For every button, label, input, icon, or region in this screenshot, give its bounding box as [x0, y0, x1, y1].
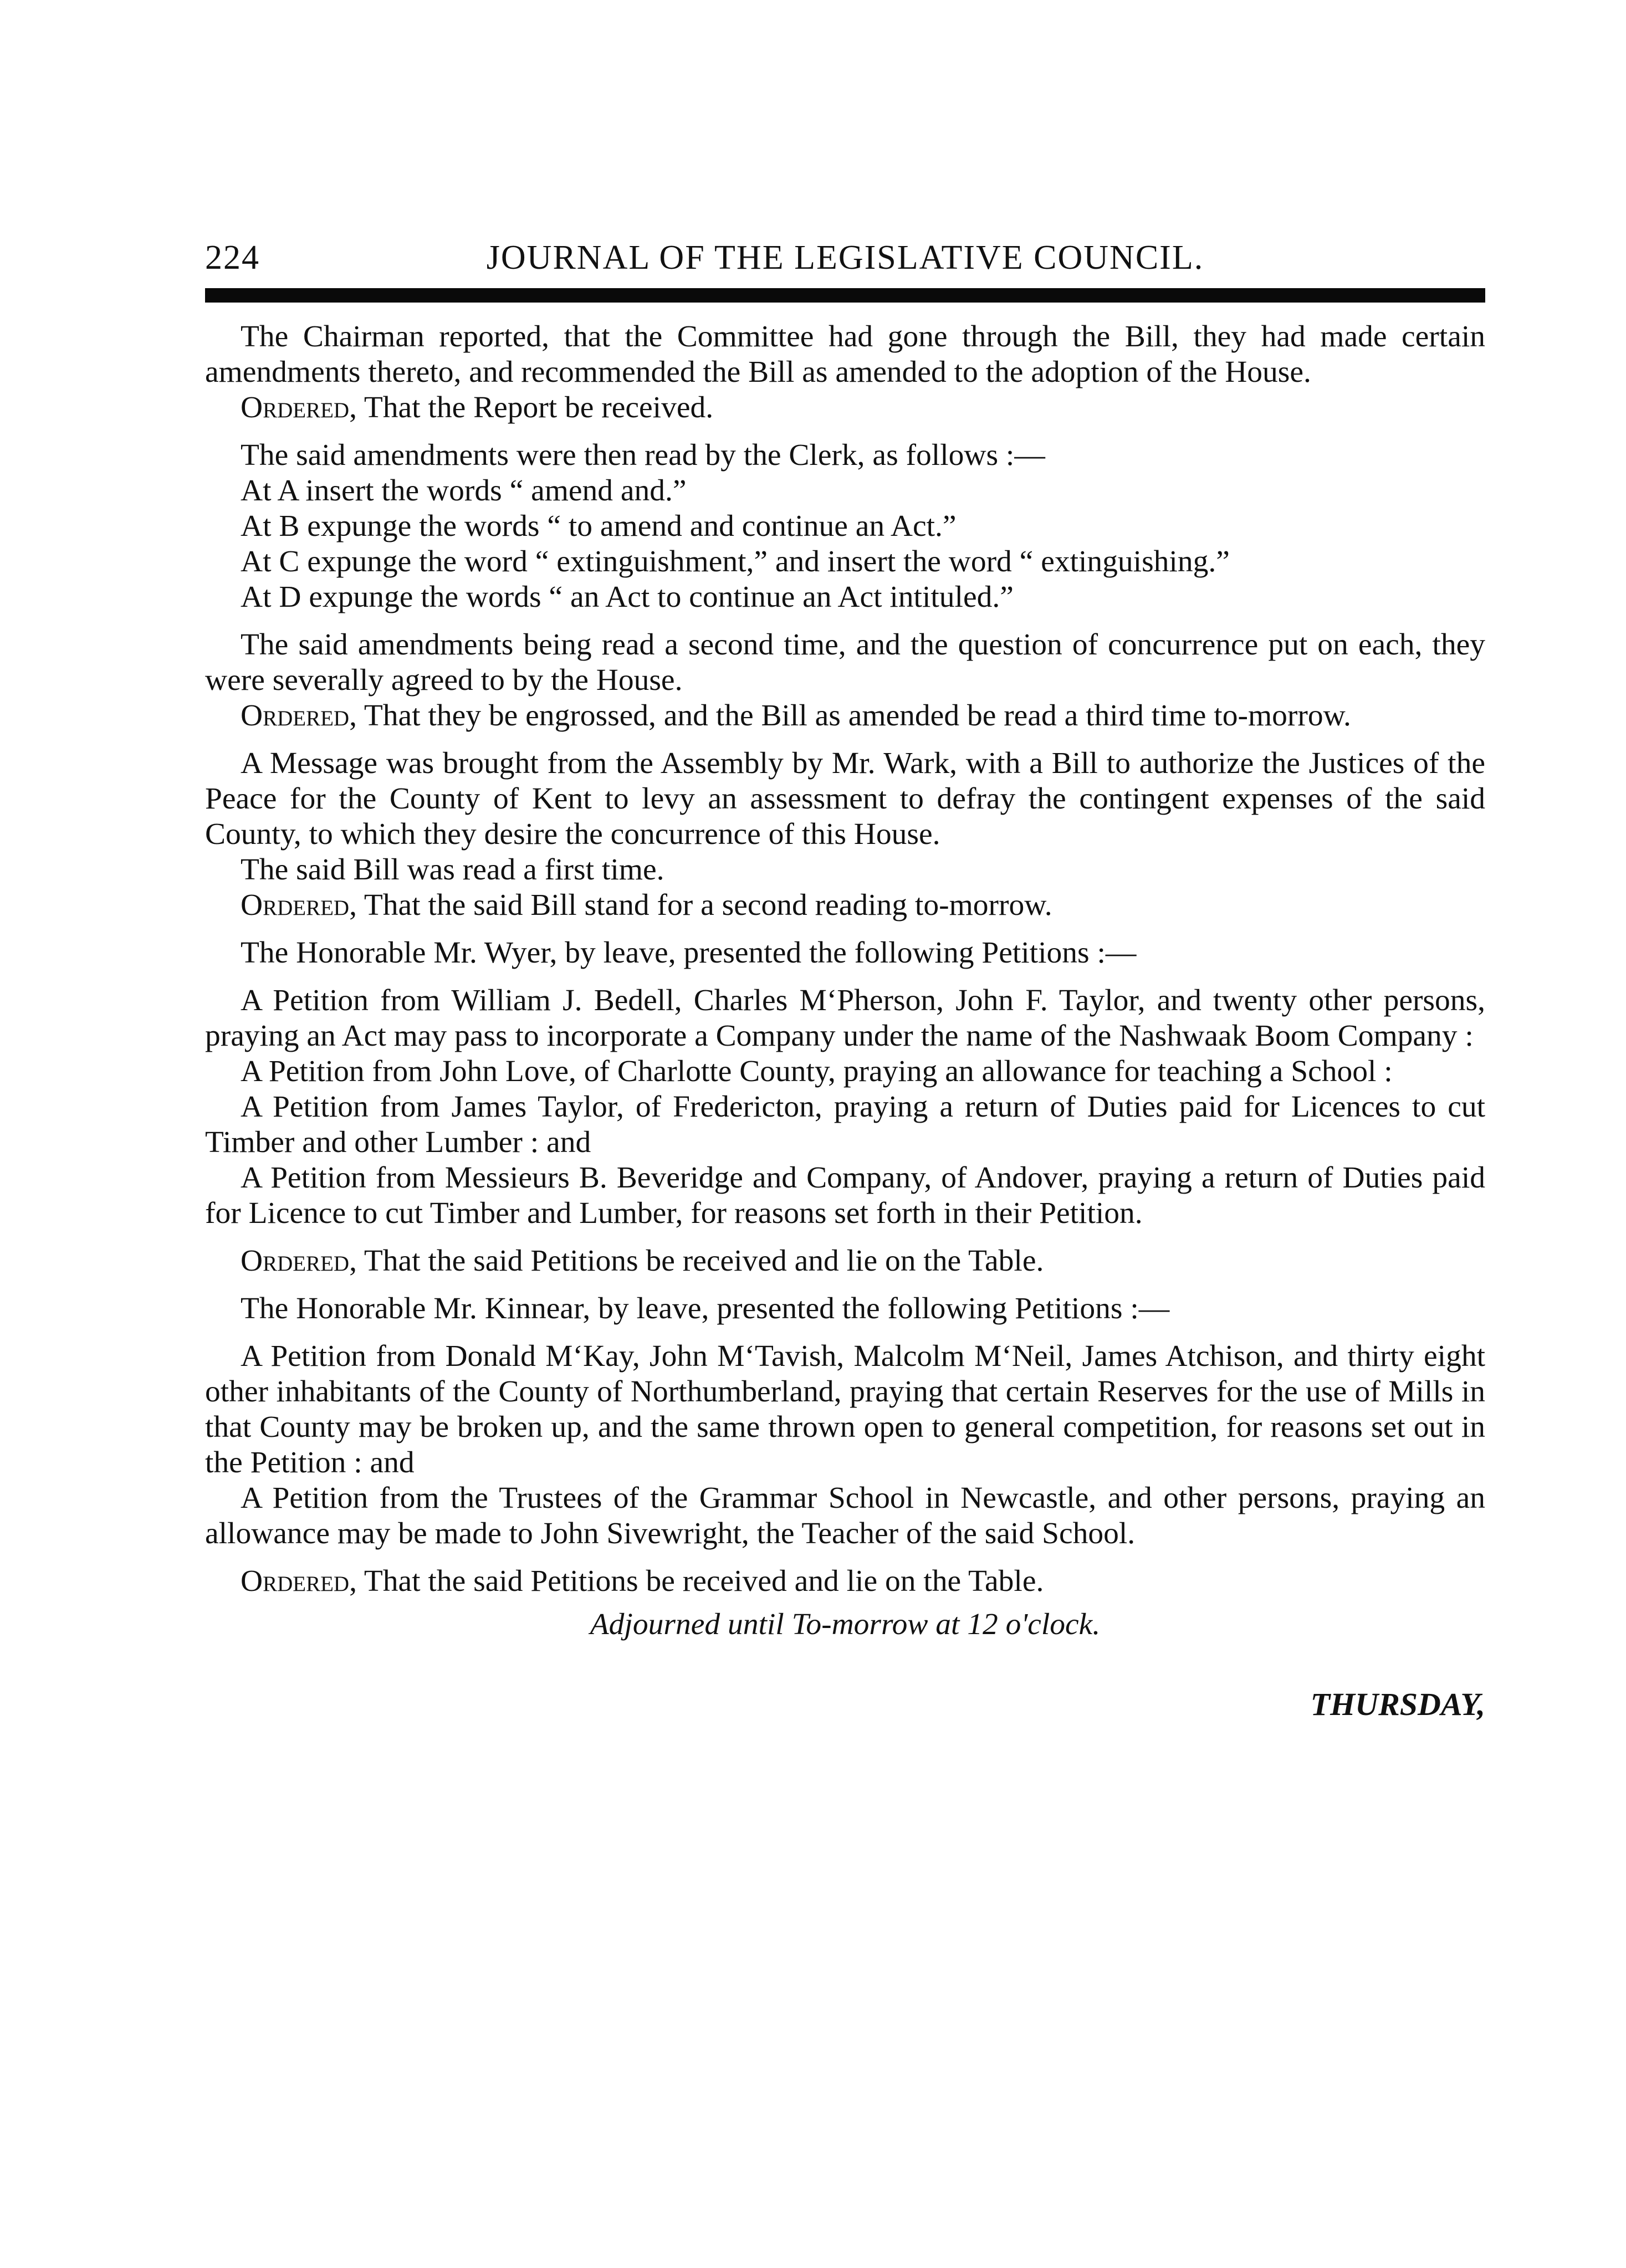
petition: A Petition from William J. Bedell, Charles M‘Pherson, John F. Taylor, and twenty other persons, praying an Act may pass to incorporate a Company under the name of the Nashwaak Boom Company :: [205, 984, 1485, 1053]
journal-body: [205, 319, 1485, 1722]
amendment-line: At B expunge the words “ to amend and continue an Act.”: [241, 509, 957, 543]
paragraph: Ordered, That the Report be received.: [241, 391, 714, 424]
petition: A Petition from John Love, of Charlotte County, praying an allowance for teaching a School :: [241, 1054, 1393, 1088]
paragraph: The said amendments being read a second time, and the question of concurrence put on each, they were severally agreed to by the House.: [205, 628, 1485, 697]
paragraph: Ordered, That the said Petitions be received and lie on the Table.: [241, 1564, 1044, 1598]
amendment-line: At C expunge the word “ extinguishment,” and insert the word “ extinguishing.”: [241, 545, 1230, 578]
ordered-label: Ordered,: [241, 699, 357, 733]
paragraph: The said amendments were then read by the Clerk, as follows :—: [241, 438, 1045, 472]
ordered-label: Ordered,: [241, 1564, 357, 1598]
ordered-label: Ordered,: [241, 391, 357, 424]
paragraph: Ordered, That the said Bill stand for a second reading to-morrow.: [241, 888, 1052, 922]
amendment-line: At D expunge the words “ an Act to continue an Act intituled.”: [241, 580, 1014, 614]
ordered-label: Ordered,: [241, 1244, 357, 1278]
ordered-label: Ordered,: [241, 888, 357, 922]
petition: A Petition from James Taylor, of Fredericton, praying a return of Duties paid for Licences to cut Timber and other Lumber : and: [205, 1090, 1485, 1159]
adjourned-line: Adjourned until To-morrow at 12 o'clock.: [590, 1607, 1101, 1641]
paragraph: The Chairman reported, that the Committee had gone through the Bill, they had made certain amendments thereto, and recommended the Bill as amended to the adoption of the House.: [205, 320, 1485, 389]
paragraph: A Message was brought from the Assembly by Mr. Wark, with a Bill to authorize the Justices of the Peace for the County of Kent to levy an assessment to defray the contingent expenses of the said County, to which they desire the concurrence of this House.: [205, 746, 1485, 851]
amendment-line: At A insert the words “ amend and.”: [241, 474, 687, 508]
petition: A Petition from the Trustees of the Grammar School in Newcastle, and other persons, praying an allowance may be made to John Sivewright, the Teacher of the said School.: [205, 1481, 1485, 1550]
catchword: THURSDAY,: [1310, 1686, 1485, 1722]
paragraph: Ordered, That they be engrossed, and the Bill as amended be read a third time to-morrow.: [241, 699, 1351, 733]
paragraph: The said Bill was read a first time.: [241, 853, 664, 887]
page-number: 224: [205, 239, 260, 277]
petition: A Petition from Messieurs B. Beveridge and Company, of Andover, praying a return of Duties paid for Licence to cut Timber and Lumber, for reasons set forth in their Petition.: [205, 1161, 1485, 1230]
running-header: [205, 238, 1485, 280]
journal-title: JOURNAL OF THE LEGISLATIVE COUNCIL.: [486, 239, 1204, 277]
header-rule: [205, 288, 1485, 303]
paragraph: The Honorable Mr. Kinnear, by leave, presented the following Petitions :—: [241, 1292, 1170, 1325]
paragraph: The Honorable Mr. Wyer, by leave, presented the following Petitions :—: [241, 936, 1137, 970]
petition: A Petition from Donald M‘Kay, John M‘Tavish, Malcolm M‘Neil, James Atchison, and thirty eight other inhabitants of the County of Northumberland, praying that certain Reserves for the use of Mills in that County may be broken up, and the same thrown open to general competition, for reasons set out in the Petition : and: [205, 1339, 1485, 1479]
journal-page: [205, 238, 1485, 1722]
paragraph: Ordered, That the said Petitions be received and lie on the Table.: [241, 1244, 1044, 1278]
